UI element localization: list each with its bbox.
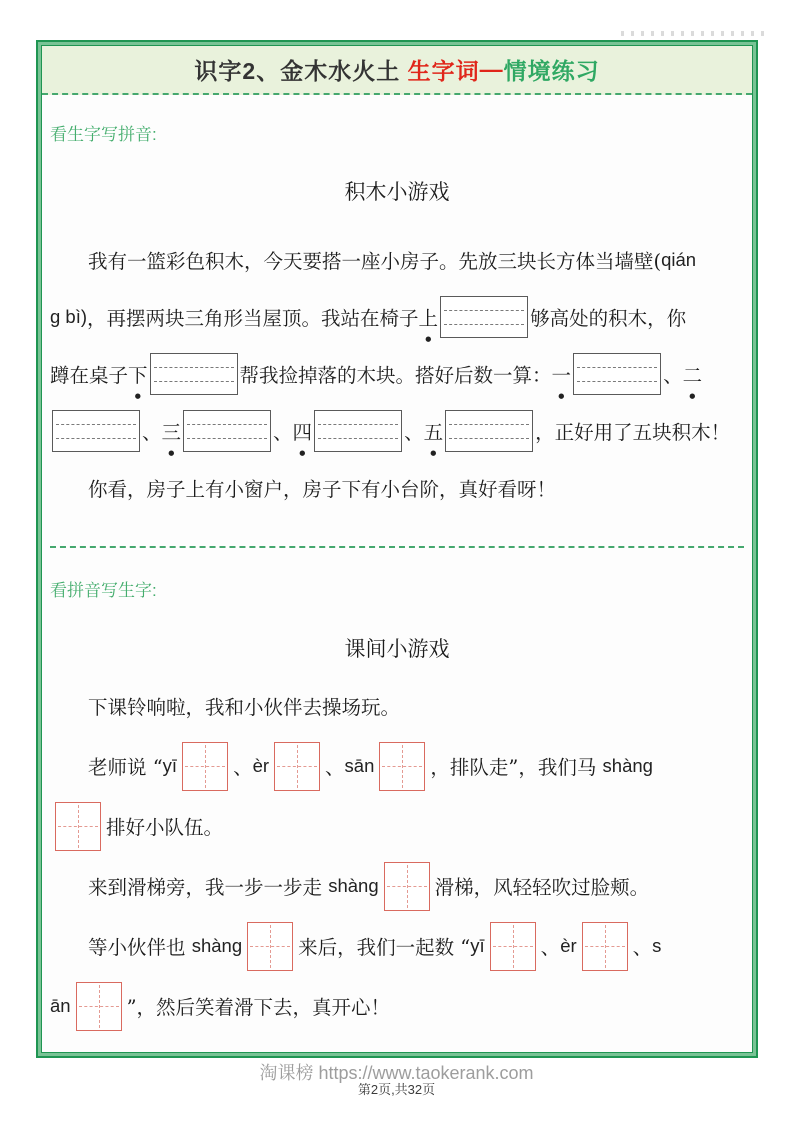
- text-run: 、: [273, 420, 293, 444]
- text-run: 来到滑梯旁，我一步一步走: [88, 876, 329, 899]
- text-run: ，排队走”，我们马: [430, 756, 603, 779]
- section1-lines: [50, 231, 744, 516]
- emphasized-char: 上 ●: [419, 303, 439, 331]
- text-run: 够高处的积木，你: [530, 306, 687, 330]
- text-run: 、: [142, 420, 162, 444]
- pinyin-text: sān: [344, 755, 375, 776]
- text-line: [50, 856, 744, 916]
- text-run: 滑梯，风轻轻吹过脸颊。: [434, 876, 650, 899]
- emphasized-char: 二 ●: [683, 360, 703, 388]
- pinyin-text: qián: [661, 248, 697, 270]
- pinyin-text: èr: [252, 755, 270, 776]
- text-run: 、: [663, 363, 683, 387]
- text-run: 下课铃响啦，我和小伙伴去操场玩。: [88, 696, 401, 719]
- worksheet-frame: [36, 40, 758, 1058]
- worksheet-content: [42, 95, 752, 1052]
- text-line: [50, 231, 744, 288]
- text-run: ，再摆两块三角形当屋顶。我站在椅子: [87, 306, 419, 330]
- text-run: 、: [325, 756, 345, 779]
- text-run: 、: [632, 936, 653, 959]
- character-answer-box[interactable]: [274, 742, 320, 791]
- pinyin-answer-box[interactable]: [445, 410, 533, 452]
- title-highlight-green: 情境练习: [503, 58, 600, 84]
- text-run: 老师说 “: [88, 756, 163, 779]
- text-line: [50, 459, 744, 516]
- text-run: 你看，房子上有小窗户，房子下有小台阶，真好看呀！: [88, 477, 557, 501]
- section1-label: 看生字写拼音:: [50, 125, 157, 144]
- emphasized-char: 三 ●: [162, 417, 182, 445]
- pinyin-answer-box[interactable]: [52, 410, 140, 452]
- title-highlight-red: 生字词: [407, 58, 480, 84]
- site-link[interactable]: 淘课榜 https://www.taokerank.com: [259, 1063, 534, 1083]
- pinyin-text: èr: [560, 935, 577, 956]
- character-answer-box[interactable]: [384, 862, 430, 911]
- text-run: 来后，我们一起数 “: [298, 936, 471, 959]
- text-run: 排好小队伍。: [106, 816, 224, 839]
- character-answer-box[interactable]: [182, 742, 228, 791]
- text-run: ”，然后笑着滑下去，真开心！: [126, 996, 391, 1019]
- pinyin-text: shàng: [191, 935, 243, 956]
- pinyin-text: shàng: [328, 875, 379, 896]
- text-line: [50, 796, 744, 856]
- text-line: [50, 976, 744, 1036]
- pinyin-text: ān: [50, 995, 71, 1016]
- text-run: ，正好用了五块积木！: [535, 420, 731, 444]
- pinyin-text: s: [652, 935, 662, 956]
- worksheet-frame-inner: [41, 45, 753, 1053]
- text-line: [50, 736, 744, 796]
- text-run: 帮我捡掉落的木块。搭好后数一算：: [239, 363, 552, 387]
- section2-lines: [50, 676, 744, 1036]
- text-run: 蹲在桌子: [50, 363, 129, 387]
- text-line: [50, 345, 744, 402]
- text-line: [50, 676, 744, 736]
- pinyin-text: yī: [162, 755, 178, 776]
- character-answer-box[interactable]: [247, 922, 293, 971]
- worksheet-header: [42, 46, 752, 95]
- lesson-title: 识字2、金木水火土: [194, 58, 408, 84]
- title-dash: —: [479, 56, 504, 82]
- pinyin-answer-box[interactable]: [440, 296, 528, 338]
- character-answer-box[interactable]: [490, 922, 536, 971]
- section2-label: 看拼音写生字:: [50, 581, 157, 600]
- emphasized-char: 四 ●: [293, 417, 313, 445]
- character-answer-box[interactable]: [379, 742, 425, 791]
- section2-title: 课间小游戏: [344, 637, 450, 661]
- emphasized-char: 五 ●: [424, 417, 444, 445]
- faint-corner-marks: [621, 31, 771, 36]
- section-divider: [50, 546, 744, 548]
- emphasized-char: 一 ●: [552, 360, 572, 388]
- text-run: 、: [233, 756, 253, 779]
- page-number: 第2页,共32页: [357, 1082, 436, 1097]
- character-answer-box[interactable]: [582, 922, 628, 971]
- pinyin-answer-box[interactable]: [314, 410, 402, 452]
- text-line: [50, 916, 744, 976]
- pinyin-text: g bì): [50, 305, 88, 327]
- page-footer: [0, 1062, 793, 1097]
- pinyin-answer-box[interactable]: [183, 410, 271, 452]
- text-line: [50, 402, 744, 459]
- character-answer-box[interactable]: [55, 802, 101, 851]
- pinyin-text: shàng: [602, 755, 653, 776]
- text-run: 、: [404, 420, 424, 444]
- text-run: 我有一篮彩色积木，今天要搭一座小房子。先放三块长方体当墙壁(: [88, 249, 662, 273]
- text-line: [50, 288, 744, 345]
- text-run: 、: [540, 936, 561, 959]
- emphasized-char: 下 ●: [128, 360, 148, 388]
- text-run: 等小伙伴也: [88, 936, 192, 959]
- pinyin-text: yī: [470, 935, 485, 956]
- section1-title: 积木小游戏: [344, 180, 450, 204]
- character-answer-box[interactable]: [76, 982, 122, 1031]
- pinyin-answer-box[interactable]: [150, 353, 238, 395]
- pinyin-answer-box[interactable]: [573, 353, 661, 395]
